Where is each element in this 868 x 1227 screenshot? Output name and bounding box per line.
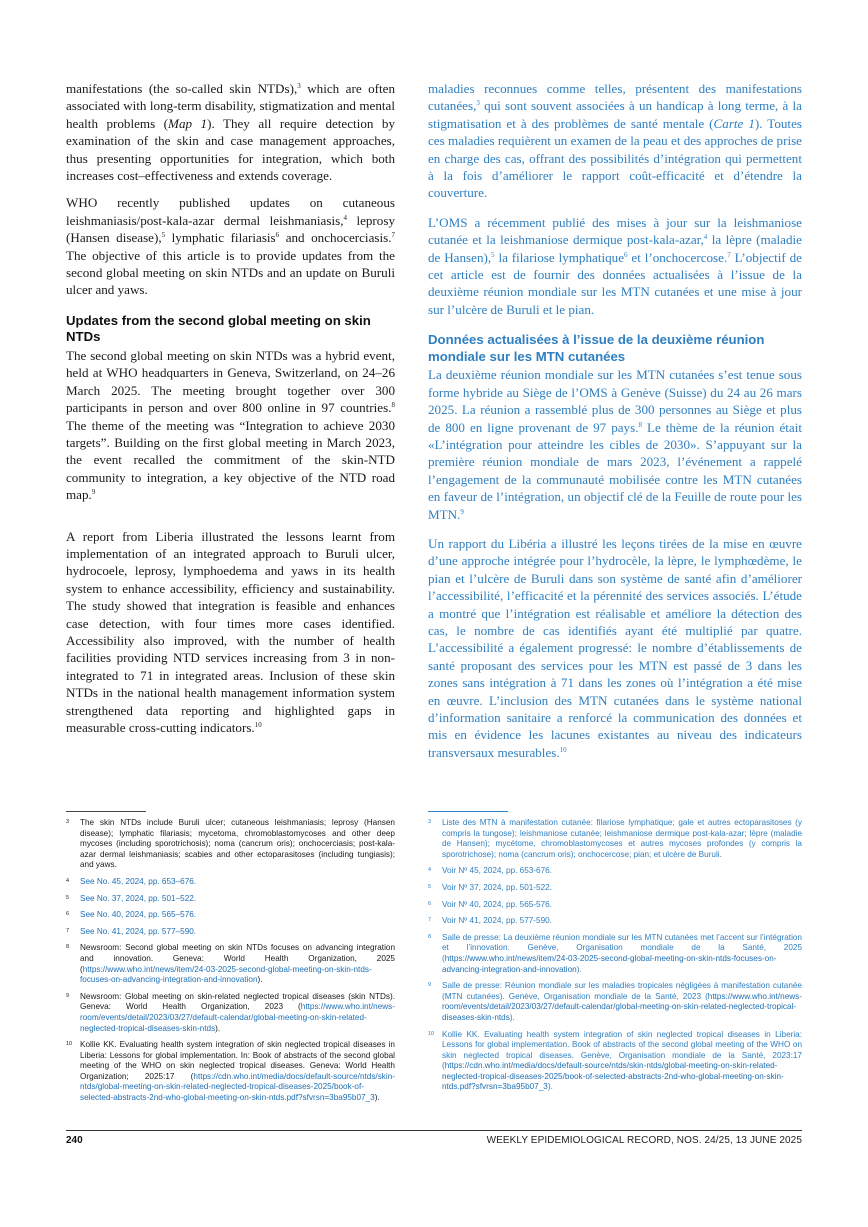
footnote-text: Salle de presse: Réunion mondiale sur les maladies tropicales négligées à manifestation cutanée (MTN cutanées). Genève, Organisation mondiale de la Santé, 2023 (https://www.who.int/news-room/events/detail/2023/03/27/default-calendar/global-meeting-on-skin-related-neglected-tropical-diseases-skin-ntds). <box>442 981 802 1022</box>
fr-paragraph-2: L’OMS a récemment publié des mises à jour sur la leishmaniose cutanée et la leishmaniose dermique post-kala-azar,$^4$ la lèpre (maladie de Hansen),$^5$ la filariose lymphatique$^6$ et l’onchocercose.$^7$ L’objectif de cet article est de fournir des données actualisées à l’issue de la deuxième réunion mondiale sur les MTN cutanées et une mise à jour sur l’ulcère de Buruli et le pian. <box>428 214 802 317</box>
footnote-number: 9 <box>66 992 70 999</box>
english-column <box>66 80 395 746</box>
footnote-text <box>80 894 395 905</box>
fr-footnote-3 <box>428 818 802 860</box>
footnote-link[interactable]: https://www.who.int/news/item/24-03-2025-second-global-meeting-on-skin-ntds-focuses-on-advancing-integration-and-innovation <box>442 953 777 974</box>
footnote-link[interactable]: https://www.who.int/news-room/events/detail/2023/03/27/default-calendar/global-meeting-on-skin-related-neglected-tropical-diseases-skin-ntds <box>80 1002 395 1033</box>
footnote-number: 7 <box>428 917 432 924</box>
footnote-number: 8 <box>66 944 70 951</box>
footnote-number: 5 <box>428 883 432 890</box>
fr-footnote-8 <box>428 933 802 975</box>
footnote-text <box>80 877 395 888</box>
footnote-link[interactable]: https://cdn.who.int/media/docs/default-source/ntds/skin-ntds/global-meeting-on-skin-related-neglected-tropical-diseases-2025/book-of-selected-abstracts-2nd-who-global-meeting-on-skin-ntds.pdf?sfvrsn=3ba95b07_3 <box>80 1071 395 1103</box>
footnote-number: 3 <box>66 819 70 825</box>
en-paragraph-3: The second global meeting on skin NTDs was a hybrid event, held at WHO headquarters in Geneva, Switzerland, on 24–26 March 2025. The meeting brought together over 300 participants in person and over 800 online in 97 countries.$^8$ The theme of the meeting was “Integration to achieve 2030 targets”. Building on the first global meeting in March 2023, the event recalled the commitment of the skin-NTD community to integration, a key objective of the NTD road map.$^9$ <box>66 347 395 503</box>
footnote-number: 5 <box>66 894 70 901</box>
en-footnote-9 <box>66 992 395 1034</box>
footnote-number: 6 <box>428 900 432 907</box>
footnote-number: 3 <box>428 819 432 825</box>
footnote-text: Salle de presse: La deuxième réunion mondiale sur les MTN cutanées met l’accent sur l’intégration et l’innovation. Genève, Organisation mondiale de la Santé, 2025 (https://www.who.int/news/item/24-03-2025-second-global-meeting-on-skin-ntds-focuses-on-advancing-integration-and-innovation). <box>442 932 802 974</box>
page-number: 240 <box>66 1135 83 1146</box>
footnote-text: Newsroom: Second global meeting on skin NTDs focuses on advancing integration and innovation. Geneva: World Health Organization, 2025 (https://www.who.int/news/item/24-03-2025-second-global-meeting-on-skin-ntds-focuses-on-advancing-integration-and-innovation). <box>80 943 395 985</box>
en-footnote-10 <box>66 1040 395 1104</box>
footnote-text: Voir Nº 41, 2024, pp. 577-590. <box>442 916 552 926</box>
footnote-link[interactable]: See No. 37, 2024, pp. 501–522. <box>80 893 197 903</box>
footnote-text: Voir Nº 40, 2024, pp. 565-576. <box>442 899 552 909</box>
footnote-link[interactable]: https://cdn.who.int/media/docs/default-source/ntds/skin-ntds/global-meeting-on-skin-related-neglected-tropical-diseases-2025/book-of-selected-abstracts-2nd-who-global-meeting-on-skin-ntds.pdf?sfvrsn=3ba95b07_3 <box>442 1061 784 1092</box>
footnote-text: The skin NTDs include Buruli ulcer; cutaneous leishmaniasis; leprosy (Hansen disease); lymphatic filariasis; mycetoma, chromoblastomycoses and other deep mycoses (including sporotrichosis); noma (cancrum oris); onchocerciasis; post-kala-azar dermal leishmaniasis; scabies and other ectoparasitoses (including tungiasis); and yaws. <box>80 818 395 870</box>
en-paragraph-2: WHO recently published updates on cutaneous leishmaniasis/post-kala-azar dermal leishmaniasis,$^4$ leprosy (Hansen disease),$^5$ lymphatic filariasis$^6$ and onchocerciasis.$^7$ The objective of this article is to provide updates from the second global meeting on skin NTDs and an update on Buruli ulcer and yaws. <box>66 195 395 298</box>
fr-paragraph-3: La deuxième réunion mondiale sur les MTN cutanées s’est tenue sous forme hybride au Siège de l’OMS à Genève (Suisse) du 24 au 26 mars 2025. La réunion a rassemblé plus de 300 personnes au Siège et plus de 800 en ligne provenant de 97 pays.$^8$ Le thème de la réunion était «L’intégration pour atteindre les cibles de 2030». S’appuyant sur la première réunion mondiale de mars 2023, l’événement a rappelé l’engagement de la communauté mobilisée contre les MTN cutanées en faveur de l’intégration, un objectif clé de la Feuille de route pour les MTN.$^9$ <box>428 367 802 522</box>
footnote-text: Kollie KK. Evaluating health system integration of skin neglected tropical diseases in Liberia: Lessons for global implementation. Book of abstracts of the second global meeting of the WHO on skin neglected tropical diseases. Genève, Organisation mondiale de la Santé, 2023:17 (https://cdn.who.int/media/docs/default-source/ntds/skin-ntds/global-meeting-on-skin-related-neglected-tropical-diseases-2025/book-of-selected-abstracts-2nd-who-global-meeting-on-skin-ntds.pdf?sfvrsn=3ba95b07_3). <box>442 1029 802 1092</box>
footnote-link[interactable]: See No. 40, 2024, pp. 565–576. <box>80 910 197 920</box>
footnote-text: Voir Nº 45, 2024, pp. 653-676. <box>442 866 552 876</box>
footnote-number: 7 <box>66 927 70 934</box>
footnote-text: Newsroom: Global meeting on skin-related neglected tropical diseases (skin NTDs). Geneva: World Health Organization, 2023 (https://www.who.int/news-room/events/detail/2023/03/27/default-calendar/global-meeting-on-skin-related-neglected-tropical-diseases-skin-ntds). <box>80 991 395 1033</box>
footnote-link[interactable]: See No. 41, 2024, pp. 577–590. <box>80 926 197 936</box>
fr-footnote-9 <box>428 981 802 1023</box>
en-footnote-4 <box>66 877 395 888</box>
footnote-number: 6 <box>66 911 70 918</box>
en-section-heading: Updates from the second global meeting on skin NTDs <box>66 312 371 345</box>
en-footnote-6 <box>66 910 395 921</box>
footnote-number: 10 <box>66 1041 73 1048</box>
carte-reference: Carte 1 <box>713 115 755 131</box>
footnote-divider-fr <box>428 811 508 812</box>
fr-footnote-4 <box>428 866 802 877</box>
footnote-text: Voir Nº 37, 2024, pp. 501-522. <box>442 882 552 892</box>
footnote-number: 8 <box>428 933 432 940</box>
footnote-number: 10 <box>428 1030 435 1037</box>
running-title: WEEKLY EPIDEMIOLOGICAL RECORD, NOS. 24/25, 13 JUNE 2025 <box>486 1135 802 1146</box>
map-reference: Map 1 <box>168 115 208 131</box>
footnote-text: Liste des MTN à manifestation cutanée: filariose lymphatique; gale et autres ectoparasitoses (y compris la tungose); leishmaniose cutanée; leishmaniose dermique post-kala-azar; lèpre (maladie de Hansen); mycétome, chromoblastomycoses et autres mycoses profondes (y compris la sporotrichose); noma (cancrum oris); onchocercose; pian; et ulcère de Buruli. <box>442 818 802 859</box>
en-paragraph-1: manifestations (the so-called skin NTDs),$^3$ which are often associated with long-term disability, stigmatization and mental health problems (Map 1). They all require detection by examination of the skin and case management approaches, thus presenting opportunities for integration, which both increases cost–effectiveness and extends coverage. <box>66 81 395 184</box>
en-footnote-5 <box>66 894 395 905</box>
footnote-text: Kollie KK. Evaluating health system integration of skin neglected tropical diseases in Liberia: Lessons for global implementation. In: Book of abstracts of the second global meeting of the WHO on skin neglected tropical diseases. Geneva: World Health Organization; 2025:17 (https://cdn.who.int/media/docs/default-source/ntds/skin-ntds/global-meeting-on-skin-related-neglected-tropical-diseases-2025/book-of-selected-abstracts-2nd-who-global-meeting-on-skin-ntds.pdf?sfvrsn=3ba95b07_3). <box>80 1040 395 1103</box>
en-footnote-8 <box>66 943 395 985</box>
footnote-number: 9 <box>428 982 432 989</box>
footnote-divider-en <box>66 811 146 812</box>
fr-footnote-6 <box>428 900 802 911</box>
footnote-number: 4 <box>428 867 432 874</box>
footnote-link[interactable]: https://www.who.int/news/item/24-03-2025-second-global-meeting-on-skin-ntds-focuses-on-advancing-integration-and-innovation <box>80 964 372 985</box>
footnotes-en <box>66 818 395 1110</box>
footnote-link[interactable]: See No. 45, 2024, pp. 653–676. <box>80 876 197 886</box>
fr-footnote-7 <box>428 916 802 927</box>
fr-footnote-5 <box>428 883 802 894</box>
footer-divider <box>66 1130 802 1131</box>
en-paragraph-4: A report from Liberia illustrated the lessons learnt from implementation of an integrated approach to Buruli ulcer, hydrocoele, leprosy, lymphoedema and yaws in its health system to enhance accessibility, efficiency and sustainability. The study showed that integration is feasible and enhances case detection, with four times more cases identified. Accessibility also improved, with the number of health facilities providing NTD services increasing from 3 in non-integrated to 71 in integrated areas. Inclusion of these skin NTDs in the national health management information system strengthened data reporting and highlighted gaps in measurable cross-cutting indicators.$^{10}$ <box>66 528 395 735</box>
fr-paragraph-1: maladies reconnues comme telles, présentent des manifestations cutanées,$^3$ qui sont souvent associées à un handicap à long terme, à la stigmatisation et à des problèmes de santé mentale (Carte 1). Toutes ces maladies requièrent un examen de la peau et des approches de prise en charge des cas, offrant des possibilités d’intégration qui permettent à la fois d’améliorer le rapport coût-efficacité et d’étendre la couverture. <box>428 81 802 201</box>
footnote-text <box>80 910 395 921</box>
fr-footnote-10 <box>428 1030 802 1094</box>
french-column <box>428 80 802 773</box>
fr-section-heading: Données actualisées à l’issue de la deuxième réunion mondiale sur les MTN cutanées <box>428 332 765 364</box>
footnote-text <box>80 927 395 938</box>
en-footnote-3 <box>66 818 395 871</box>
footnote-link[interactable]: https://www.who.int/news-room/events/detail/2023/03/27/default-calendar/global-meeting-on-skin-related-neglected-tropical-diseases-skin-ntds <box>442 991 802 1022</box>
fr-paragraph-4: Un rapport du Libéria a illustré les leçons tirées de la mise en œuvre d’une approche intégrée pour l’hydrocèle, la lèpre, le lymphœdème, le pian et l’ulcère de Buruli dans son système de santé afin d’améliorer l’accessibilité, l’efficacité et la pérennité des services associés. L’étude a montré que l’intégration est réalisable et améliore la détection des cas, le nombre de cas identifiés ayant été multiplié par quatre. L’accessibilité a également progressé: le nombre d’établissements de santé proposant des services pour les MTN est passé de 3 dans les zones sans intégration à 71 dans les zones où l’intégration a été mise en œuvre. L’inclusion des MTN cutanées dans le système national d’information sanitaire a renforcé la communication des données et mis en évidence les lacunes existantes au niveau des indicateurs transversaux mesurables.$^{10}$ <box>428 535 802 760</box>
footnote-number: 4 <box>66 877 70 884</box>
en-footnote-7 <box>66 927 395 938</box>
footnotes-fr <box>428 818 802 1099</box>
